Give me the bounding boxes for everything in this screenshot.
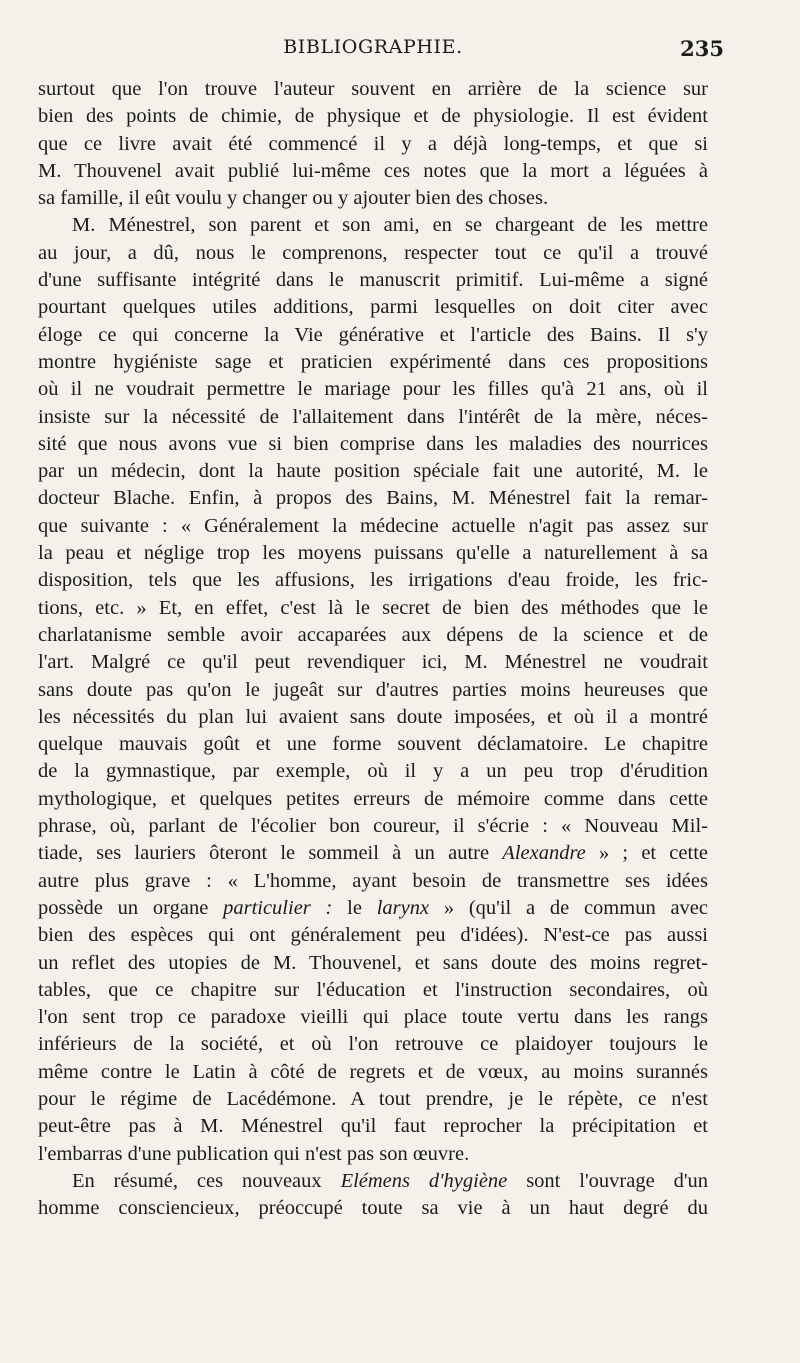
text-line: sité que nous avons vue si bien comprise dans les maladies des nourrices <box>38 432 708 455</box>
text-line: sa famille, il eût voulu y changer ou y ajouter bien des choses. <box>38 187 549 210</box>
text-line: En résumé, ces nouveaux Elémens d'hygiène sont l'ouvrage d'un <box>72 1169 709 1192</box>
text-line: tiade, ses lauriers ôteront le sommeil à un autre Alexandre » ; et cette <box>38 842 708 865</box>
text-line: quelque mauvais goût et une forme souvent déclamatoire. Le chapitre <box>38 733 708 756</box>
text-line: bien des espèces qui ont généralement peu d'idées). N'est-ce pas aussi <box>38 924 708 947</box>
text-line: que suivante : « Généralement la médecine actuelle n'agit pas assez sur <box>38 514 708 537</box>
text-line: les nécessités du plan lui avaient sans doute imposées, et où il a montré <box>38 705 708 728</box>
text-line: que ce livre avait été commencé il y a déjà long-temps, et que si <box>38 132 708 155</box>
text-line: insiste sur la nécessité de l'allaitement dans l'intérêt de la mère, néces- <box>38 405 708 428</box>
text-line: au jour, a dû, nous le comprenons, respecter tout ce qu'il a trouvé <box>38 241 708 264</box>
text-line: peut-être pas à M. Ménestrel qu'il faut reprocher la précipitation et <box>38 1115 708 1138</box>
text-line: inférieurs de la société, et où l'on retrouve ce plaidoyer toujours le <box>38 1033 708 1056</box>
text-line: charlatanisme semble avoir accaparées aux dépens de la science et de <box>38 623 708 646</box>
text-line: l'embarras d'une publication qui n'est pas son œuvre. <box>38 1142 470 1165</box>
text-line: même contre le Latin à côté de regrets et de vœux, au moins surannés <box>38 1060 708 1083</box>
paragraph-2 <box>38 212 708 1167</box>
text-line: l'art. Malgré ce qu'il peut revendiquer ici, M. Ménestrel ne voudrait <box>38 651 708 674</box>
text-line: disposition, tels que les affusions, les irrigations d'eau froide, les fric- <box>38 569 708 592</box>
text-line: de la gymnastique, par exemple, où il y a un peu trop d'érudition <box>38 760 708 783</box>
text-line: M. Ménestrel, son parent et son ami, en se chargeant de les mettre <box>72 214 708 237</box>
text-line: surtout que l'on trouve l'auteur souvent en arrière de la science sur <box>38 78 708 100</box>
text-line: possède un organe particulier : le larynx » (qu'il a de commun avec <box>38 896 709 919</box>
text-line: la peau et néglige trop les moyens puissans qu'elle a naturellement à sa <box>38 542 708 565</box>
paragraph-1 <box>38 76 708 212</box>
text-line: d'une suffisante intégrité dans le manuscrit primitif. Lui-même a signé <box>38 269 708 292</box>
page-number: 235 <box>680 36 724 61</box>
running-title: BIBLIOGRAPHIE. <box>283 36 463 58</box>
text-line: mythologique, et quelques petites erreurs de mémoire comme dans cette <box>38 787 708 810</box>
text-line: sans doute pas qu'on le jugeât sur d'autres parties moins heureuses que <box>38 678 708 701</box>
text-line: bien des points de chimie, de physique et de physiologie. Il est évident <box>38 105 708 128</box>
text-line: phrase, où, parlant de l'écolier bon coureur, il s'écrie : « Nouveau Mil- <box>38 815 708 838</box>
text-line: un reflet des utopies de M. Thouvenel, et sans doute des moins regret- <box>38 951 708 974</box>
text-line: tables, que ce chapitre sur l'éducation et l'instruction secondaires, où <box>38 978 708 1001</box>
text-line: pourtant quelques utiles additions, parmi lesquelles on doit citer avec <box>38 296 708 319</box>
text-line: homme consciencieux, préoccupé toute sa vie à un haut degré du <box>38 1197 708 1220</box>
text-line: autre plus grave : « L'homme, ayant besoin de transmettre ses idées <box>38 869 708 892</box>
text-line: docteur Blache. Enfin, à propos des Bains, M. Ménestrel fait la remar- <box>38 487 708 510</box>
text-line: M. Thouvenel avait publié lui-même ces notes que la mort a léguées à <box>38 159 708 182</box>
text-line: éloge ce qui concerne la Vie générative et l'article des Bains. Il s'y <box>38 323 708 346</box>
text-line: pour le régime de Lacédémone. A tout prendre, je le répète, ce n'est <box>38 1087 708 1110</box>
text-line: où il ne voudrait permettre le mariage pour les filles qu'à 21 ans, où il <box>38 378 708 401</box>
text-line: par un médecin, dont la haute position spéciale fait une autorité, M. le <box>38 460 708 483</box>
text-line: tions, etc. » Et, en effet, c'est là le secret de bien des méthodes que le <box>38 596 708 619</box>
body-text <box>38 76 708 1222</box>
text-line: l'on sent trop ce paradoxe vieilli qui place toute vertu dans les rangs <box>38 1006 708 1029</box>
page-header <box>38 36 724 76</box>
text-line: montre hygiéniste sage et praticien expérimenté dans ces propositions <box>38 350 708 373</box>
paragraph-3 <box>38 1168 708 1223</box>
